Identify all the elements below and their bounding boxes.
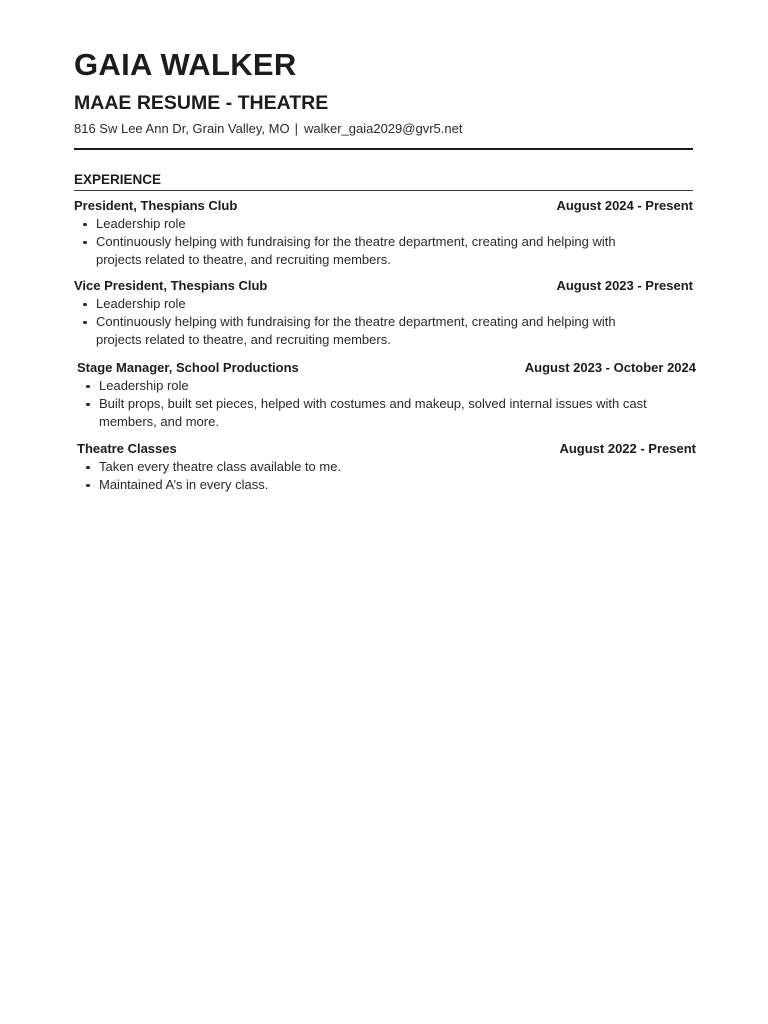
entry-header [77, 440, 696, 458]
entry-dates: August 2024 - Present [556, 198, 693, 213]
entry-bullet-list [74, 215, 693, 270]
experience-entry [74, 277, 693, 350]
entry-bullet [77, 458, 696, 476]
entry-header [74, 277, 693, 295]
entry-dates: August 2023 - October 2024 [524, 360, 696, 375]
entry-role: Theatre Classes [77, 441, 177, 456]
bullet-text: Built props, built set pieces, helped with costumes and makeup, solved internal issues with cast members, and more. [99, 396, 647, 430]
bullet-text: Leadership role [99, 378, 189, 393]
section-divider [74, 190, 693, 191]
experience-entry [77, 359, 696, 432]
section-title-experience: EXPERIENCE [74, 172, 162, 187]
entry-bullet [77, 395, 696, 431]
entry-dates: August 2022 - Present [559, 441, 696, 456]
entry-header [74, 197, 693, 215]
experience-entry [74, 197, 693, 270]
entry-bullet [74, 313, 693, 349]
contact-separator: | [294, 121, 298, 136]
contact-address: 816 Sw Lee Ann Dr, Grain Valley, MO [74, 121, 290, 136]
entry-header [77, 359, 696, 377]
entry-role: Stage Manager, School Productions [77, 360, 299, 375]
contact-line [74, 120, 462, 138]
entry-bullet-list [77, 377, 696, 432]
entry-bullet [77, 377, 696, 395]
bullet-text: Continuously helping with fundraising for the theatre department, creating and helping with projects related to theatre, and recruiting members. [96, 314, 616, 348]
entry-bullet [74, 215, 693, 233]
contact-email[interactable]: walker_gaia2029@gvr5.net [303, 121, 463, 136]
entry-bullet-list [74, 295, 693, 350]
entry-bullet [74, 233, 693, 269]
candidate-name: GAIA WALKER [74, 47, 297, 82]
experience-entry [77, 440, 696, 494]
entry-bullet [77, 476, 696, 494]
entry-bullet-list [77, 458, 696, 494]
entry-bullet [74, 295, 693, 313]
bullet-text: Leadership role [96, 216, 186, 231]
resume-subtitle: MAAE RESUME - THEATRE [74, 92, 329, 114]
bullet-text: Maintained A’s in every class. [99, 477, 269, 493]
bullet-text: Leadership role [96, 296, 186, 311]
bullet-text: Taken every theatre class available to me. [99, 459, 342, 474]
header-divider [74, 148, 693, 150]
entry-role: Vice President, Thespians Club [74, 278, 268, 293]
entry-dates: August 2023 - Present [556, 278, 693, 293]
entry-role: President, Thespians Club [74, 198, 238, 213]
bullet-text: Continuously helping with fundraising for the theatre department, creating and helping with projects related to theatre, and recruiting members. [96, 234, 616, 268]
